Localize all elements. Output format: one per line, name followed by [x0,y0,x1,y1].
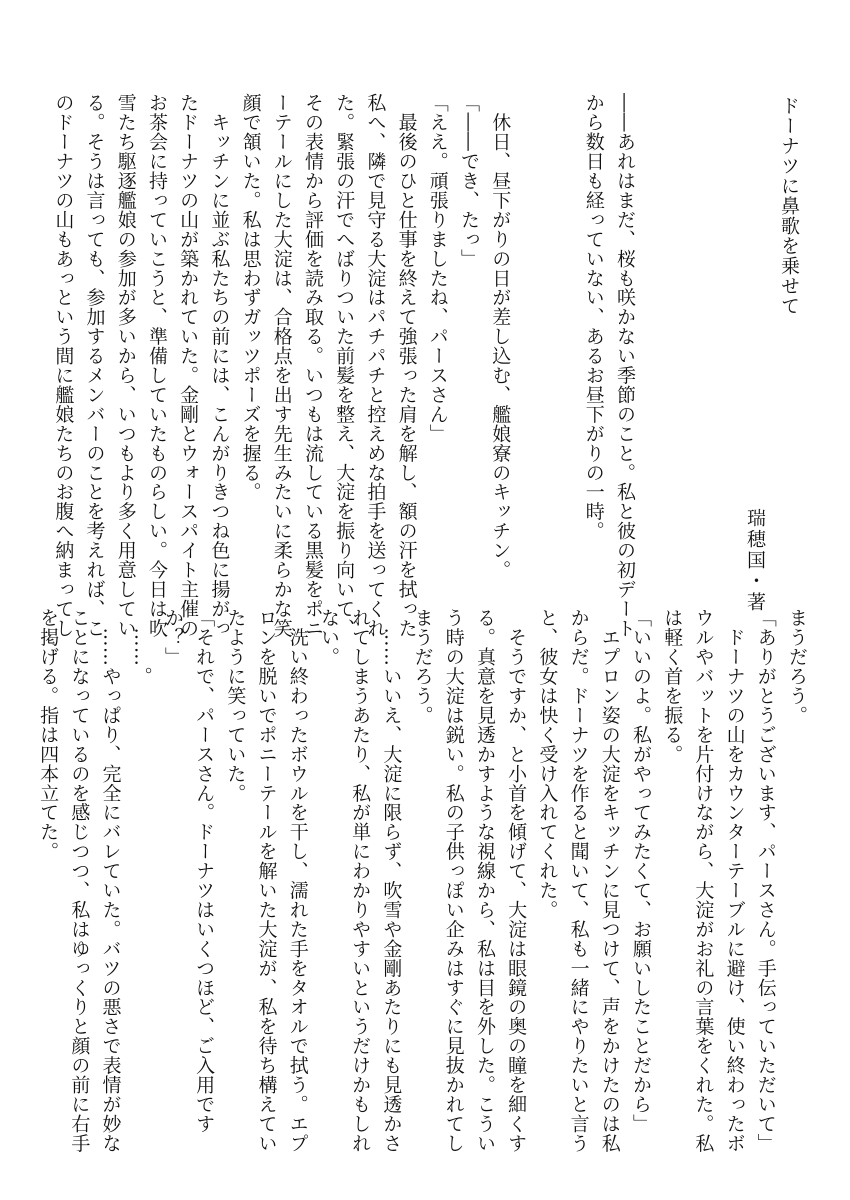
text-line: 最後のひと仕事を終えて強張った肩を解し、額の汗を拭った [395,93,418,638]
text-line: まうだろう。 [411,608,434,725]
text-line: 「――でき、たっ」 [457,93,480,269]
text-line: からだ。ドーナツを作ると聞いて、私も一緒にやりたいと言う [567,608,590,1153]
text-line: キッチンに並ぶ私たちの前には、こんがりきつね色に揚がっ [208,93,231,638]
text-line: その表情から評価を読み取る。いつもは流している黒髪をポニ [301,93,324,638]
text-line: 私へ、隣で見守る大淀はパチパチと控えめな拍手を送ってくれ [364,93,387,638]
text-line: ことになっているのを感じつつ、私はゆっくりと顔の前に右手 [68,608,91,1153]
text-line: お茶会に持っていこうと、準備していたものらしい。今日は吹 [145,93,168,638]
text-line: 「それで、パースさん。ドーナツはいくつほど、ご入用です [193,608,216,1134]
text-line: ウルやバットを片付けながら、大淀がお礼の言葉をくれた。私 [692,608,715,1153]
text-line: ロンを脱いでポニーテールを解いた大淀が、私を待ち構えてい [255,608,278,1153]
text-line: 雪たち駆逐艦娘の参加が多いから、いつもより多く用意してい [114,93,137,638]
text-line [515,93,546,603]
text-line: ーテールにした大淀は、合格点を出す先生みたいに柔らかな笑 [270,93,293,638]
text-line: は軽く首を振る。 [661,608,684,764]
text-line: る。真意を見透かすような視線から、私は目を外した。こうい [473,608,496,1153]
text-line: まうだろう。 [786,608,808,725]
text-line: 「ありがとうございます、パースさん。手伝っていただいて」 [754,608,777,1153]
text-line: ドーナツの山をカウンターテーブルに避け、使い終わったボ [723,608,746,1153]
text-line: たドーナツの山が築かれていた。金剛とウォースパイト主催の [177,93,200,638]
text-line: る。そうは言っても、参加するメンバーのことを考えれば、こ [83,93,106,638]
text-line: 洗い終わったボウルを干し、濡れた手をタオルで拭う。エプ [286,608,309,1153]
text-line: 休日、昼下がりの日が差し込む、艦娘寮のキッチン。 [489,93,512,580]
text-line: ……やっぱり、完全にバレていた。バツの悪さで表情が妙な [99,608,122,1153]
text-line: う時の大淀は鋭い。私の子供っぽい企みはすぐに見抜かれてし [442,608,465,1153]
text-line: エプロン姿の大淀をキッチンに見つけて、声をかけたのは私 [598,608,621,1153]
upper-text-block [52,93,640,638]
text-line: た。緊張の汗でへばりついた前髪を整え、大淀を振り向いて、 [333,93,356,638]
author-credit: 瑞穂国・著 [744,508,766,613]
lower-text-block [37,608,812,1153]
text-line: ない。 [317,608,340,667]
text-line: 「ええ。頑張りましたね、パースさん」 [426,93,449,444]
text-line: か？」 [161,608,184,667]
text-line [546,93,577,603]
text-line: を掲げる。指は四本立てた。 [37,608,60,861]
text-line: のドーナツの山もあっという間に艦娘たちのお腹へ納まってし [52,93,75,638]
text-line: そうですか、と小首を傾げて、大淀は眼鏡の奥の瞳を細くす [505,608,528,1153]
story-title: ドーナツに鼻歌を乗せて [778,96,800,316]
text-line: ……いいえ、大淀に限らず、吹雪や金剛あたりにも見透かさ [380,608,403,1153]
text-line: ……。 [130,608,153,686]
text-line: たように笑っていた。 [224,608,247,803]
text-line: 顔で頷いた。私は思わずガッツポーズを握る。 [239,93,262,502]
text-line: れてしまうあたり、私が単にわかりやすいというだけかもしれ [349,608,372,1153]
text-line: 「いいのよ。私がやってみたくて、お願いしたことだから」 [629,608,652,1134]
text-line: ――あれはまだ、桜も咲かない季節のこと。私と彼の初デート [614,93,636,638]
text-line: と、彼女は快く受け入れてくれた。 [536,608,559,920]
text-line: から数日も経っていない、あるお昼下がりの一時。 [582,93,605,541]
